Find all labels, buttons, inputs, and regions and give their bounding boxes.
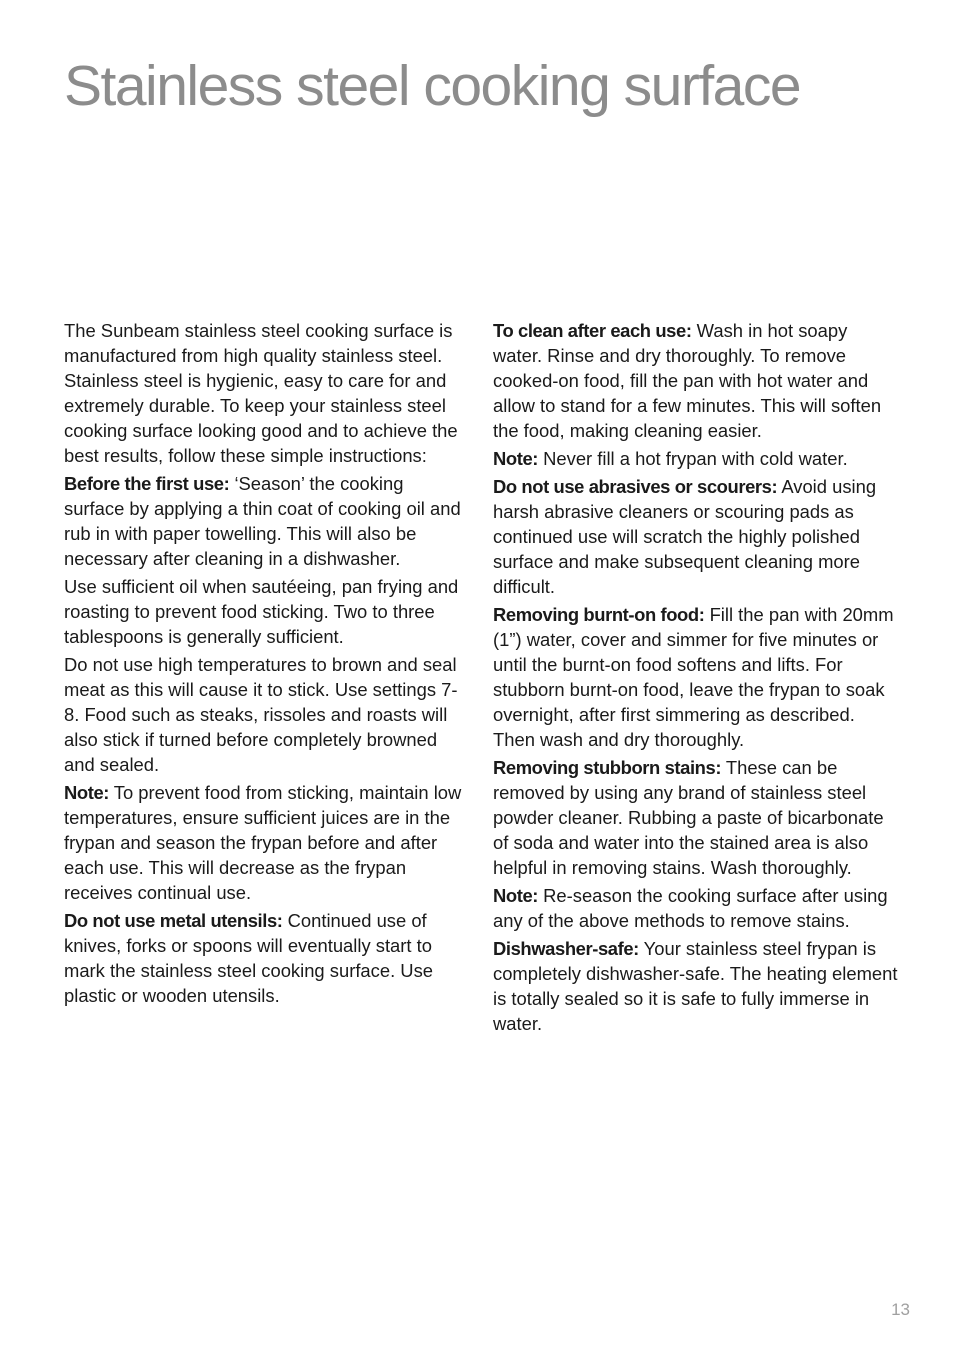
intro-paragraph: The Sunbeam stainless steel cooking surface is manufactured from high quality stainless steel. Stainless steel is hygienic, easy to care for and extremely durable. To keep your stainless steel cooking surface looking good and to achieve the best results, follow these simple instructions: [64,320,458,466]
metal-utensils-paragraph: Do not use metal utensils: Continued use of knives, forks or spoons will eventually start to mark the stainless steel cooking surface. Use plastic or wooden utensils. [64,910,433,1006]
note-heading: Note: [493,448,538,469]
before-first-use-paragraph: Before the first use: ‘Season’ the cooking surface by applying a thin coat of cooking oil and rub in with paper towelling. This will also be necessary after cleaning in a dishwasher. [64,473,461,569]
right-column [493,318,898,1039]
sufficient-oil-paragraph: Use sufficient oil when sautéeing, pan frying and roasting to prevent food sticking. Two to three tablespoons is generally sufficient. [64,576,459,647]
abrasives-paragraph: Do not use abrasives or scourers: Avoid using harsh abrasive cleaners or scouring pads as continued use will scratch the highly polished surface and make subsequent cleaning more difficult. [493,476,877,597]
burnt-on-food-heading: Removing burnt-on food: [493,604,705,625]
dishwasher-safe-paragraph: Dishwasher-safe: Your stainless steel frypan is completely dishwasher-safe. The heating element is totally sealed so it is safe to fully immerse in water. [493,938,898,1034]
before-first-use-heading: Before the first use: [64,473,230,494]
dishwasher-safe-heading: Dishwasher-safe: [493,938,639,959]
left-column [64,318,464,1011]
metal-utensils-heading: Do not use metal utensils: [64,910,283,931]
reseason-note-paragraph: Note: Re-season the cooking surface after using any of the above methods to remove stains. [493,885,888,931]
stubborn-stains-paragraph: Removing stubborn stains: These can be removed by using any brand of stainless steel powder cleaner. Rubbing a paste of bicarbonate of soda and water into the stained area is also helpful in removing stains. Wash thoroughly. [493,757,884,878]
note-heading: Note: [64,782,109,803]
clean-after-use-heading: To clean after each use: [493,320,692,341]
cold-water-note-paragraph: Note: Never fill a hot frypan with cold water. [493,448,848,469]
note-heading: Note: [493,885,538,906]
clean-after-use-paragraph: To clean after each use: Wash in hot soapy water. Rinse and dry thoroughly. To remove cooked-on food, fill the pan with hot water and allow to stand for a few minutes. This will soften the food, making cleaning easier. [493,320,882,441]
sticking-note-paragraph: Note: To prevent food from sticking, maintain low temperatures, ensure sufficient juices are in the frypan and season the frypan before and after each use. This will decrease as the frypan receives continual use. [64,782,462,903]
abrasives-heading: Do not use abrasives or scourers: [493,476,778,497]
high-temperatures-paragraph: Do not use high temperatures to brown and seal meat as this will cause it to stick. Use settings 7-8. Food such as steaks, rissoles and roasts will also stick if turned before completely browned and sealed. [64,654,458,775]
burnt-on-food-paragraph: Removing burnt-on food: Fill the pan with 20mm (1”) water, cover and simmer for five minutes or until the burnt-on food softens and lifts. For stubborn burnt-on food, leave the frypan to soak overnight, after first simmering as described. Then wash and dry thoroughly. [493,604,894,750]
page-title: Stainless steel cooking surface [64,54,801,118]
page-number: 13 [891,1300,910,1319]
stubborn-stains-heading: Removing stubborn stains: [493,757,722,778]
